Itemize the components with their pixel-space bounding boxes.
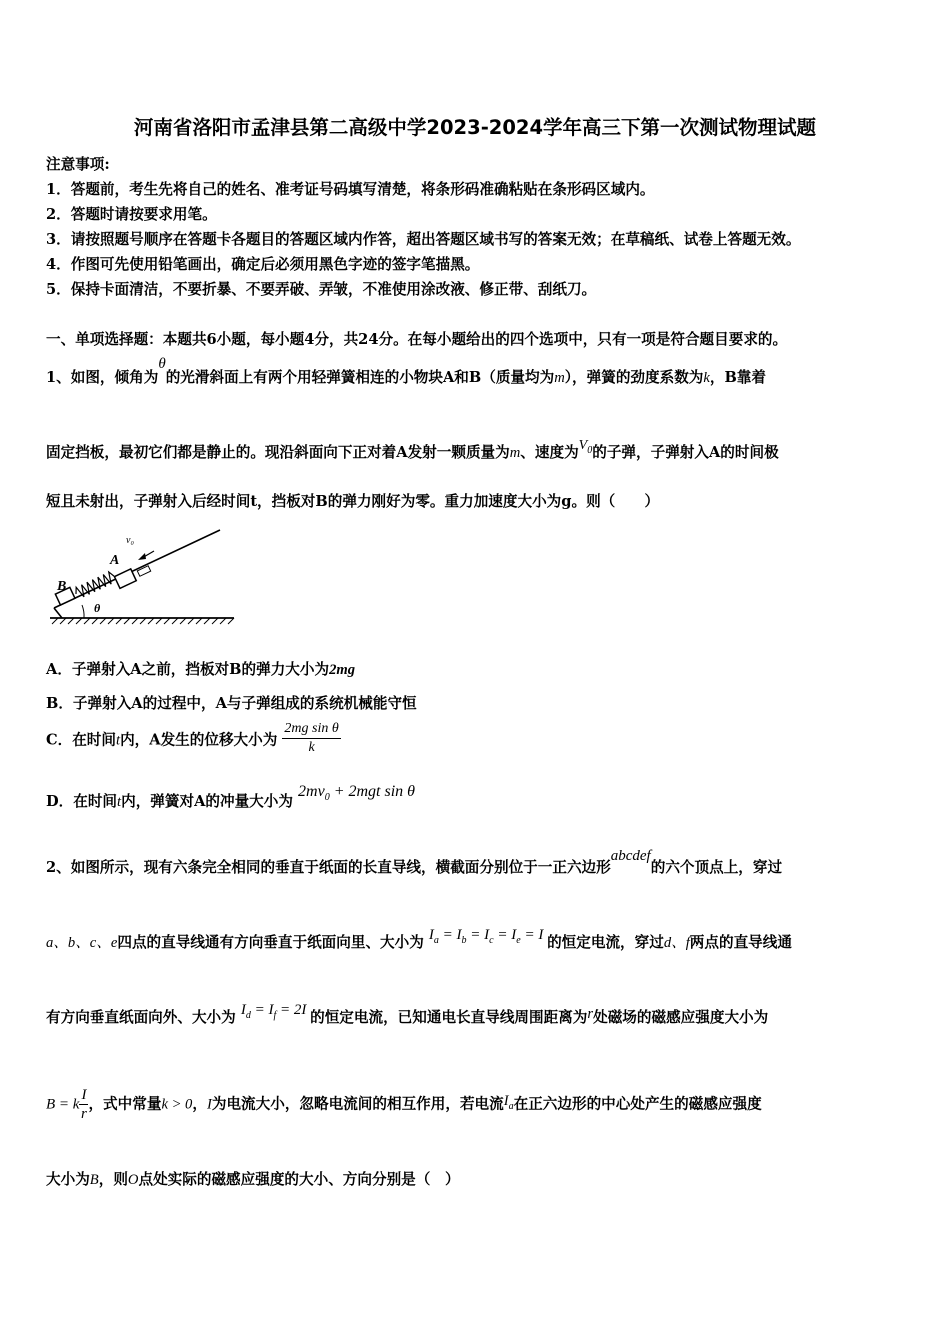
option-b: B．子弹射入A的过程中，A与子弹组成的系统机械能守恒: [46, 695, 417, 712]
option-c: C．在时间t内，A发生的位移大小为 $\frac{\text{2mg sin θ}}{k}$: [46, 721, 339, 755]
question-1-line: 固定挡板，最初它们都是静止的。现沿斜面向下正对着A发射一颗质量为m、速度为$V_0$的子弹，子弹射入A的时间极: [46, 438, 779, 461]
label-v0: v₀: [126, 535, 134, 546]
question-2-line: a、b、c、e四点的直导线通有方向垂直于纸面向里、大小为 $I_a = I_b = I_c = I_e = I$ 的恒定电流，穿过d、f两点的直导线通: [46, 927, 792, 951]
label-theta: θ: [94, 601, 101, 615]
notice-item: 4．作图可先使用铅笔画出，确定后必须用黑色字迹的签字笔描黑。: [46, 256, 480, 273]
ground-hatching: [52, 618, 234, 624]
incline-stop: [54, 608, 62, 618]
notice-item: 1．答题前，考生先将自己的姓名、准考证号码填写清楚，将条形码准确粘贴在条形码区域内。: [46, 181, 655, 198]
question-2-line: B = k $\frac{I}{r}$ ，式中常量k > 0，I为电流大小，忽略电流间的相互作用，若电流$I_a$在正六边形的中心处产生的磁感应强度: [46, 1087, 762, 1122]
label-a: A: [110, 553, 120, 568]
page-title: 河南省洛阳市孟津县第二高级中学2023-2024学年高三下第一次测试物理试题: [133, 116, 817, 139]
question-1-line: 1、如图，倾角为θ的光滑斜面上有两个用轻弹簧相连的小物块A和B（质量均为m），弹簧的劲度系数为k，B靠着: [46, 356, 766, 386]
question-1-line: 短且未射出，子弹射入后经时间t，挡板对B的弹力刚好为零。重力加速度大小为g。则（ ）: [46, 493, 660, 510]
option-d: D．在时间t内，弹簧对A的冲量大小为 $2mv_0 + 2mgt$ sin θ: [46, 783, 416, 810]
angle-arc: [82, 605, 84, 618]
block-a: [114, 569, 136, 588]
question-2-line: 有方向垂直纸面向外、大小为 $I_d = I_f = 2I$ 的恒定电流，已知通电长直导线周围距离为r处磁场的磁感应强度大小为: [46, 1002, 769, 1026]
arrow-head: [138, 553, 146, 560]
question-2-line: 大小为B，则O点处实际的磁感应强度的大小、方向分别是（ ）: [46, 1171, 460, 1188]
notice-item: 5．保持卡面清洁，不要折暴、不要弄破、弄皱，不准使用涂改液、修正带、刮纸刀。: [46, 281, 597, 298]
label-b: B: [57, 579, 67, 594]
notice-item: 3．请按照题号顺序在答题卡各题目的答题区域内作答，超出答题区域书写的答案无效；在草稿纸、试卷上答题无效。: [46, 231, 801, 248]
question-2-line: 2、如图所示，现有六条完全相同的垂直于纸面的长直导线，横截面分别位于一正六边形abcdef的六个顶点上，穿过: [46, 848, 783, 876]
option-a: A．子弹射入A之前，挡板对B的弹力大小为2mg: [46, 661, 356, 678]
notice-item: 2．答题时请按要求用笔。: [46, 206, 217, 223]
incline-surface: [54, 530, 220, 608]
section-heading: 一、单项选择题：本题共6小题，每小题4分，共24分。在每小题给出的四个选项中，只有一项是符合题目要求的。: [46, 331, 788, 348]
incline-figure: [46, 524, 238, 632]
notice-heading: 注意事项:: [46, 156, 110, 173]
